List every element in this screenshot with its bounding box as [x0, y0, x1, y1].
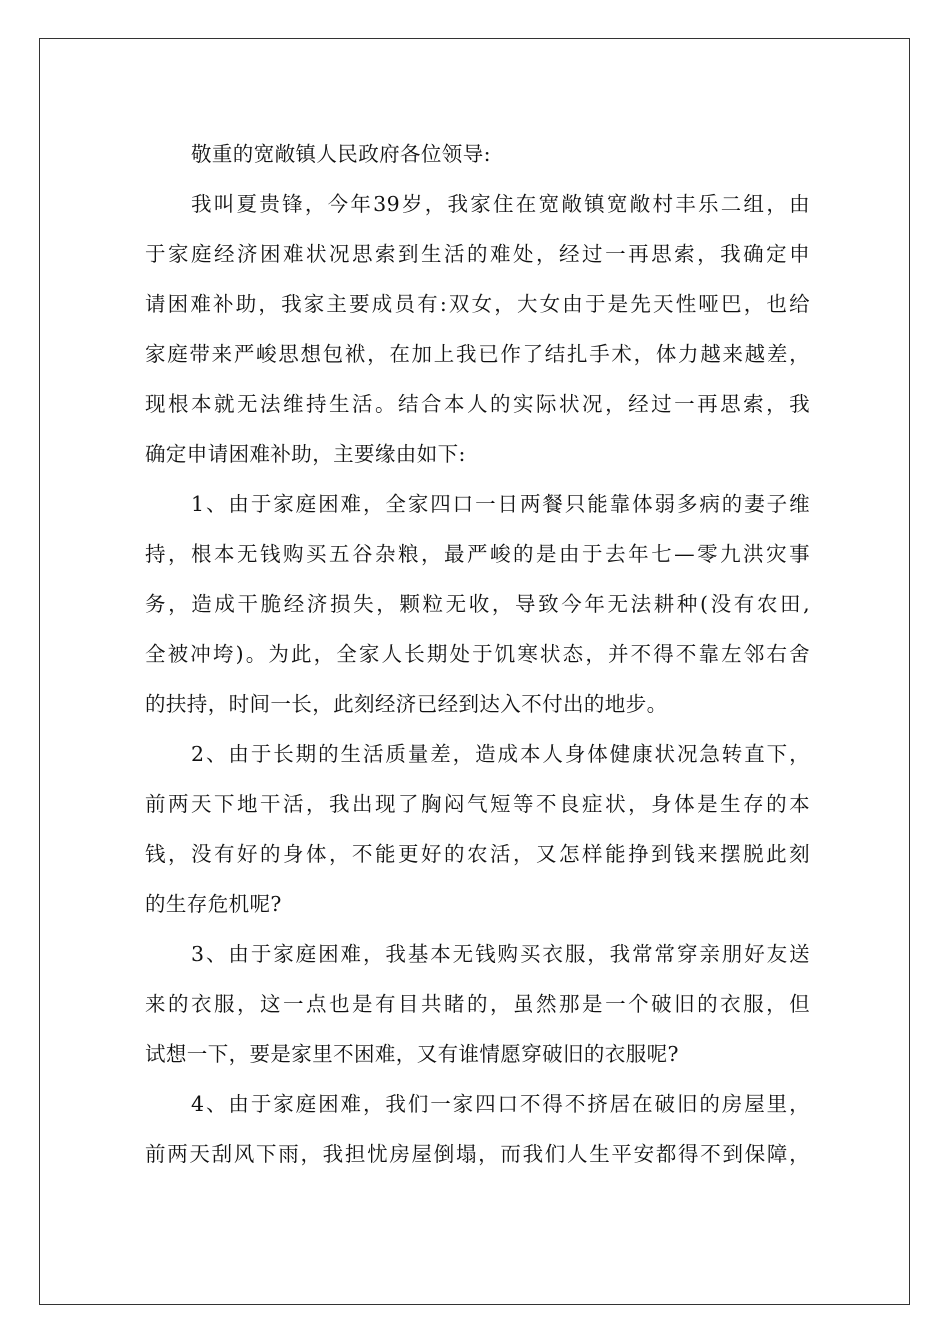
- text-line: 的扶持，时间一长，此刻经济已经到达入不付出的地步。: [145, 692, 668, 716]
- text-line: 确定申请困难补助，主要缘由如下:: [145, 442, 466, 466]
- text-line: 我叫夏贵锋，今年39岁，我家住在宽敞镇宽敞村丰乐二组，由: [191, 192, 810, 216]
- text-line: 务，造成干脆经济损失，颗粒无收，导致今年无法耕种(没有农田,: [145, 592, 810, 616]
- text-line: 4、由于家庭困难，我们一家四口不得不挤居在破旧的房屋里，: [191, 1092, 810, 1116]
- text-line: 钱，没有好的身体，不能更好的农活，又怎样能挣到钱来摆脱此刻: [145, 842, 810, 866]
- text-line: 持，根本无钱购买五谷杂粮，最严峻的是由于去年七—零九洪灾事: [145, 542, 810, 566]
- text-line: 前两天刮风下雨，我担忧房屋倒塌，而我们人生平安都得不到保障，: [145, 1142, 810, 1166]
- text-line: 请困难补助，我家主要成员有:双女，大女由于是先天性哑巴，也给: [145, 292, 810, 316]
- letter-body: [145, 129, 810, 1179]
- text-line: 现根本就无法维持生活。结合本人的实际状况，经过一再思索，我: [145, 392, 810, 416]
- text-line: 1、由于家庭困难，全家四口一日两餐只能靠体弱多病的妻子维: [191, 492, 810, 516]
- text-line: 来的衣服，这一点也是有目共睹的，虽然那是一个破旧的衣服，但: [145, 992, 810, 1016]
- text-line: 前两天下地干活，我出现了胸闷气短等不良症状，身体是生存的本: [145, 792, 810, 816]
- text-line: 2、由于长期的生活质量差，造成本人身体健康状况急转直下，: [191, 742, 810, 766]
- text-line: 家庭带来严峻思想包袱，在加上我已作了结扎手术，体力越来越差，: [145, 342, 810, 366]
- text-line: 全被冲垮)。为此，全家人长期处于饥寒状态，并不得不靠左邻右舍: [145, 642, 810, 666]
- text-line: 试想一下，要是家里不困难，又有谁情愿穿破旧的衣服呢?: [145, 1042, 679, 1066]
- text-line: 于家庭经济困难状况思索到生活的难处，经过一再思索，我确定申: [145, 242, 810, 266]
- text-line: 3、由于家庭困难，我基本无钱购买衣服，我常常穿亲朋好友送: [191, 942, 810, 966]
- text-line: 敬重的宽敞镇人民政府各位领导:: [191, 142, 491, 166]
- text-line: 的生存危机呢?: [145, 892, 282, 916]
